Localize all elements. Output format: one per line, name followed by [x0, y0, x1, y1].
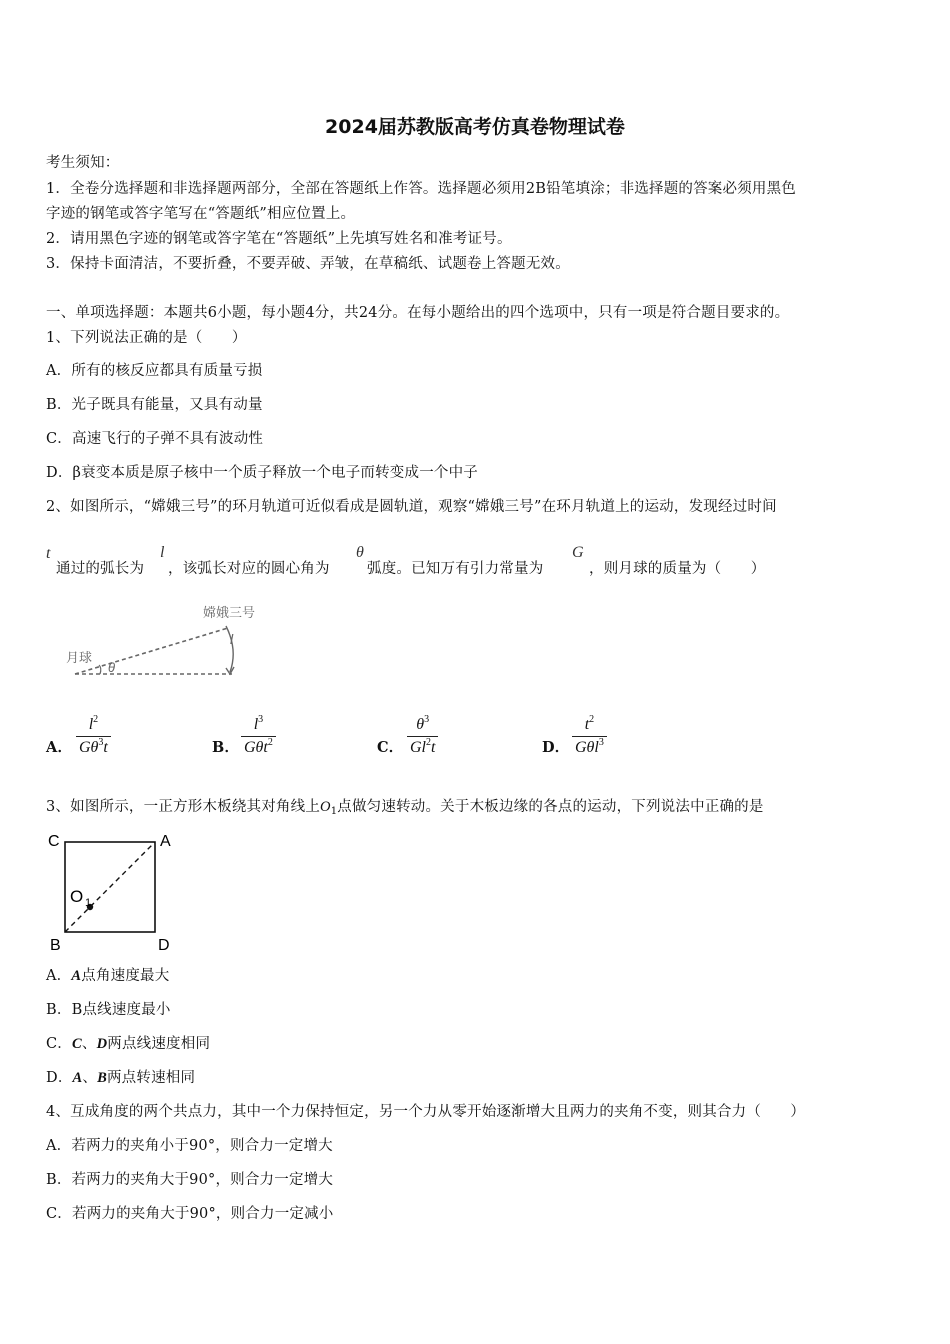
q1-option-a: A．所有的核反应都具有质量亏损	[46, 363, 263, 379]
page-title: 2024届苏教版高考仿真卷物理试卷	[325, 116, 625, 138]
q1-stem: 1、下列说法正确的是（ ）	[46, 330, 247, 346]
q2-option-a-formula: $\frac{l^2}{G\theta^3t}$	[76, 716, 111, 757]
q2-text-3: 弧度。已知万有引力常量为	[367, 561, 544, 577]
probe-label: 嫦娥三号	[203, 605, 256, 620]
notice-item-3: 3．保持卡面清洁，不要折叠，不要弄破、弄皱，在草稿纸、试题卷上答题无效。	[46, 256, 570, 272]
notice-item-2: 2．请用黑色字迹的钢笔或答字笔在“答题纸”上先填写姓名和准考证号。	[46, 231, 512, 247]
pivot-label: O	[70, 887, 84, 906]
q1-option-c: C．高速飞行的子弹不具有波动性	[46, 431, 264, 447]
q4-option-c: C．若两力的夹角大于90°，则合力一定减小	[46, 1206, 334, 1222]
q2-text-1: 通过的弧长为	[56, 561, 145, 577]
q3-option-d: D．A、B两点转速相同	[46, 1070, 196, 1086]
vertex-b-label: B	[50, 937, 61, 954]
square-board-diagram	[46, 826, 186, 954]
vertex-a-label: A	[160, 833, 171, 850]
q3-stem: 3、如图所示，一正方形木板绕其对角线上$O_1$点做匀速转动。关于木板边缘的各点的运动，下列说法中正确的是	[46, 799, 764, 817]
q2-option-d-label: D．	[542, 739, 570, 756]
vertex-c-label: C	[48, 833, 60, 850]
notice-item-1: 1．全卷分选择题和非选择题两部分，全部在答题纸上作答。选择题必须用2B铅笔填涂；非选择题的答案必须用黑色	[46, 181, 797, 197]
vertex-d-label: D	[158, 937, 170, 954]
moon-label: 月球	[66, 650, 93, 665]
q2-stem: 2、如图所示，“嫦娥三号”的环月轨道可近似看成是圆轨道，观察“嫦娥三号”在环月轨道上的运动，发现经过时间	[46, 499, 777, 515]
q2-symbol-l: l	[160, 544, 165, 561]
q2-option-c-formula: $\frac{\theta^3}{Gl^2t}$	[407, 716, 438, 757]
q2-option-a-label: A．	[46, 739, 73, 756]
q3-option-c: C．C、D两点线速度相同	[46, 1036, 211, 1052]
q4-option-b: B．若两力的夹角大于90°，则合力一定增大	[46, 1172, 334, 1188]
q3-option-b: B．B点线速度最小	[46, 1002, 171, 1018]
q2-symbol-t: t	[46, 545, 51, 562]
angle-arc	[99, 665, 101, 674]
orbit-diagram	[60, 598, 280, 688]
q2-text-4: ，则月球的质量为（ ）	[589, 561, 766, 577]
q3-option-a: A．A点角速度最大	[46, 968, 170, 984]
q2-option-c-label: C．	[377, 739, 404, 756]
q4-option-a: A．若两力的夹角小于90°，则合力一定增大	[46, 1138, 333, 1154]
q4-stem: 4、互成角度的两个共点力，其中一个力保持恒定，另一个力从零开始逐渐增大且两力的夹角不变，则其合力（ ）	[46, 1104, 806, 1120]
notice-item-1-cont: 字迹的钢笔或答字笔写在“答题纸”相应位置上。	[46, 206, 356, 222]
q2-symbol-g: G	[572, 544, 584, 561]
q2-symbol-theta: θ	[356, 544, 364, 561]
notice-heading: 考生须知：	[46, 155, 120, 171]
radius-line-inclined	[75, 628, 228, 674]
section-heading: 一、单项选择题：本题共6小题，每小题4分，共24分。在每小题给出的四个选项中，只有一项是符合题目要求的。	[46, 305, 790, 321]
q2-option-d-formula: $t^2$ Gθl$^3$	[572, 716, 607, 757]
q2-option-b-formula: $l^3$ Gθt$^2$	[241, 716, 276, 757]
q2-option-b-label: B．	[212, 739, 240, 756]
q2-text-2: ，该弧长对应的圆心角为	[168, 561, 330, 577]
angle-label: θ	[108, 660, 116, 675]
arc-label: l	[230, 631, 234, 647]
q1-option-b: B．光子既具有能量，又具有动量	[46, 397, 263, 413]
pivot-label-subscript: 1	[85, 897, 92, 909]
q1-option-d: D．β衰变本质是原子核中一个质子释放一个电子而转变成一个中子	[46, 465, 479, 481]
